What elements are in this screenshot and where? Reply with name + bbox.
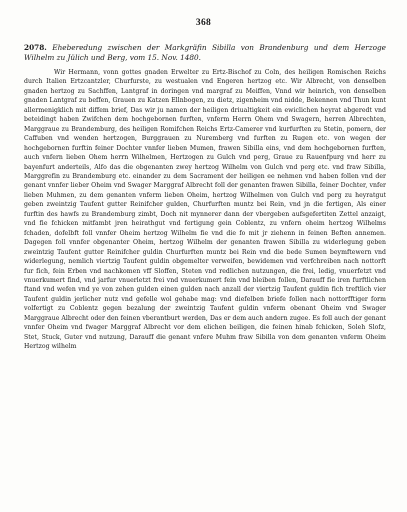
- page-number: 368: [195, 18, 212, 28]
- entry-number: 2078.: [24, 43, 47, 52]
- document-heading: [24, 43, 386, 63]
- entry-title: Eheberedung zwischen der Markgräfin Sibilla von Brandenburg und dem Herzoge Wilhelm zu Jülich und Berg, vom 15. Nov. 1480.: [24, 43, 387, 63]
- document-body: Wir Hermann, vonn gottes gnaden Erwelter zu Ertz-Bischof zu Coln, des heiligen Romischen Reichs durch Italien Ertzcantzler, Churfurste, zu westualen vnd Engeren hertzog etc. Wir Albrecht, von denselben gnaden hertzog zu Sachffen, Lantgraf in doringen vnd margraf zu Meiffen, Vnnd wir heinrich, von denselben gnaden Lantgraf zu beffen, Grauen zu Katzen Ellnbogen, zu dietz, zigenheim vnd nidde, Bekennen vnd Thun kunt allermenigklich mit diffem brief, Das wir ju namen der heiligen driualtigkeit ein ewiclichen heyrat abgeredt vnd beteidingt haben Zwifchen dem hochgebornen furften, vnferm Herrn Ohem vnd Swagern, herren Albrechten, Marggraue zu Brandemburg, des heiligen Romifchen Reichs Ertz-Camerer vnd kurfurften zu Stetin, pomern, der Caffuben vnd wenden hertzogen, Burggrauen zu Nuremberg vnd furften zu Rugen etc. von wegen der hochgebornen furftin feiner Dochter vnnfer lieben Mumen, frawen Sibilla eins, vnd dem hochgebornen furften, auch vnfern lieben Ohem herrn Wilhelmen, Hertzogen zu Gulch vnd perg, Graue zu Rauenfpurg vnd herr zu bayenfurt anderteils, Alfo das die obgenanten zwey hertzog Wilhelm von Gulch vnd perg etc. vnd fraw Sibilla, Marggrefin zu Brandemburg etc. einander zu dem Sacrament der heiligen ee nehmen vnd haben follen vnd der genant vnnfer lieber Oheim vnd Swager Marggraf Albrecht foll der genanten frawen Sibilla, feiner Dochter, vnfer lieben Muhmen, zu dem genanten vnferm lieben Oheim, hertzog Wilhelmen von Gulch vnd perg zu heyratgut geben zweintzig Taufent gutter Reinifcher gulden, Churfurften muntz bei Rein, vnd jn die fertigen, Als einer furftin des hawfs zu Brandemburg zimbt, Doch nit mynnerer dann der vbergeben aufsgefertiten Zettel anzaigt, vnd fie fchicken mitfambt jren heirathgut vnd fertigung gein Coblentz, zu vnfern oheim hertzog Wilhelms fchaden, dofelbft foll vnnfer Oheim hertzog Wilhelm fie vnd die fo mit jr ziehenn in feinen Beften annemen. Dagegen foll vnnfer obgenanter Oheim, hertzog Wilhelm der genanten frawen Sibilla zu widerlegung geben zweintzig Taufent gutter Reinifcher guldin Churfurften muntz bei Rein vnd die bede Sumen beymftewern vnd widerlegung, nemlich viertzig Taufent guldin obgemelter verweifen, bewidemen vnd verfchreiben nach nottorft fur fich, fein Erben vnd nachkomen vff Sloffen, Steten vnd redlichen nutzungen, die frei, ledig, vnuerfetzt vnd vnuerkumert find, vnd jarfur vnuerletzt frei vnd vnuerkumert fein vnd bleiben follen, Darauff fie iren furftlichen ftand vnd wefen vnd ye von zehen gulden einen gulden nach anzall der viertzig Taufent guldin fich treftlich vier Taufent guldin jerlicher nutz vnd gefelle wol gehabe mag: vnd diefelben briefe follen nach nottorfftiger form volfertigt zu Coblentz gegen bezalung der zweintzig Taufent guldin vnferm obenant Oheim vnd Swager Marggraue Albrecht oder den feinen vberantburt werden, Das er dem auch andern zugee. Es foll auch der genant vnnfer Oheim vnd fwager Marggraf Albrecht vor dem elichen beiligen, die feinen hinab fchicken, Soleh Slofz, Stet, Stuck, Guter vnd nutzung, Darauff die genant vnfere Muhm fraw Sibilla von dem genanten vnferm Oheim Hertzog wilhelm: [24, 69, 386, 351]
